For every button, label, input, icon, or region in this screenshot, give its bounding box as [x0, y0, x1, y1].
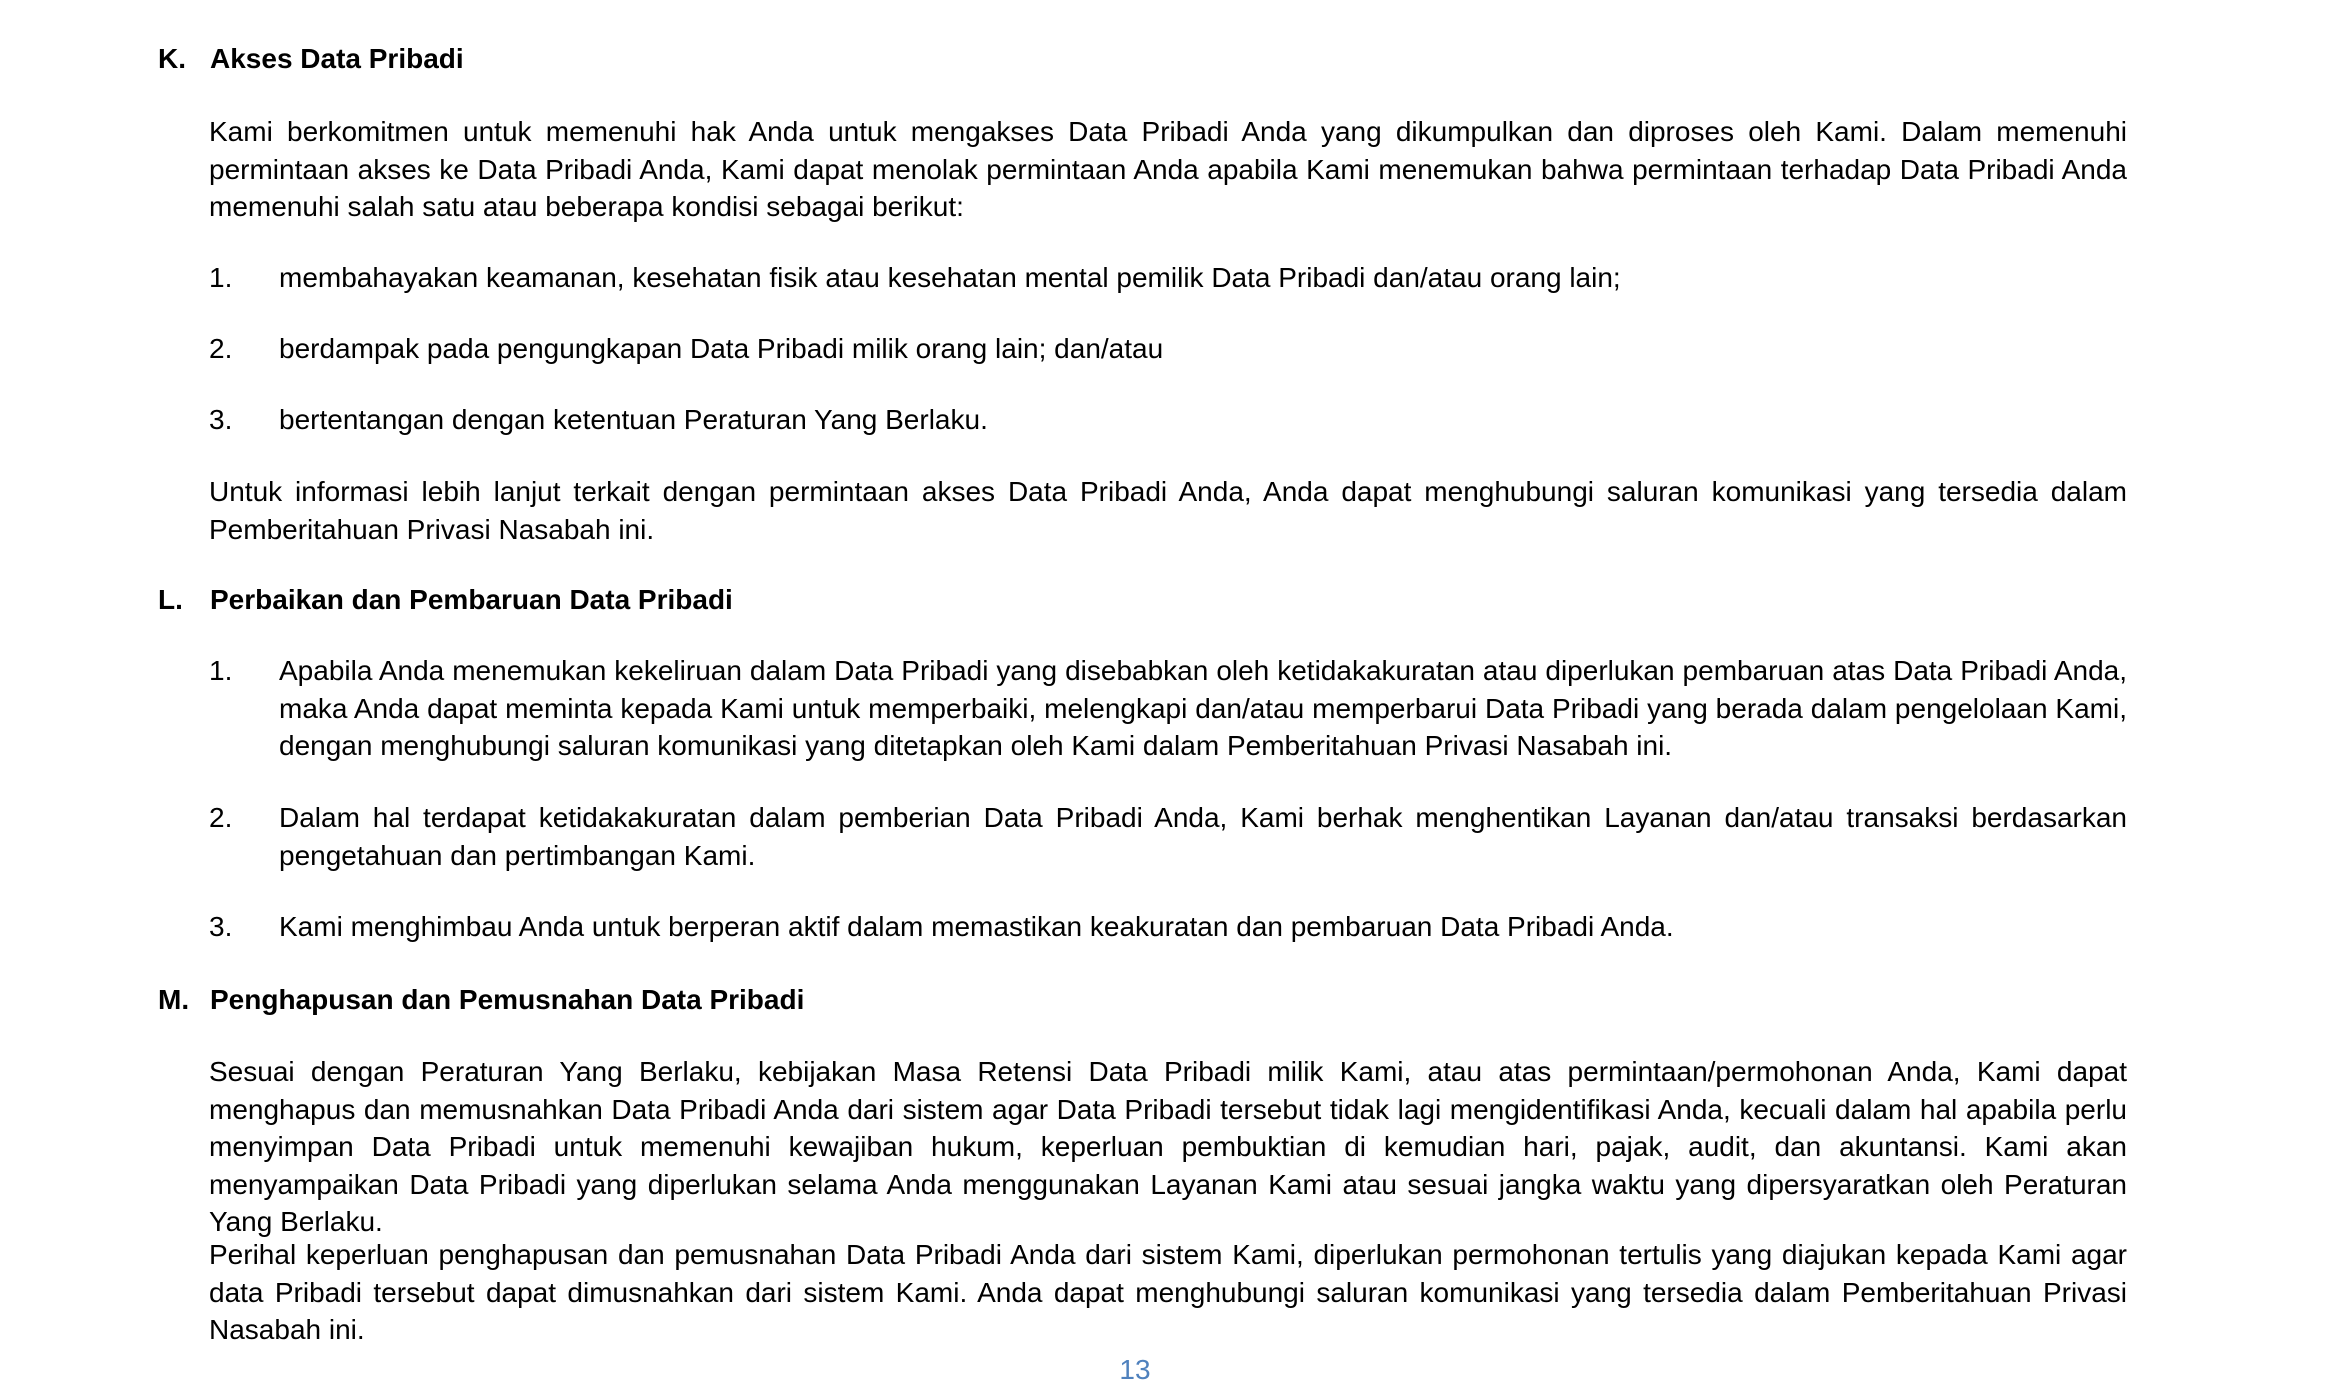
- section-k-closing: Untuk informasi lebih lanjut terkait dengan permintaan akses Data Pribadi Anda, Anda dapat menghubungi saluran komunikasi yang tersedia dalam Pemberitahuan Privasi Nasabah ini.: [209, 476, 2127, 545]
- section-letter: L.: [158, 584, 183, 615]
- list-item: [209, 401, 2127, 439]
- list-item: [209, 259, 2127, 297]
- list-text: Apabila Anda menemukan kekeliruan dalam Data Pribadi yang disebabkan oleh ketidakakuratan atau diperlukan pembaruan atas Data Pribadi Anda, maka Anda dapat meminta kepada Kami untuk memperbaiki, melengkapi dan/atau memperbarui Data Pribadi yang berada dalam pengelolaan Kami, dengan menghubungi saluran komunikasi yang ditetapkan oleh Kami dalam Pemberitahuan Privasi Nasabah ini.: [279, 655, 2127, 761]
- section-m-heading: [158, 982, 804, 1018]
- page-number: 13: [1119, 1354, 1151, 1385]
- section-title: Akses Data Pribadi: [210, 43, 464, 74]
- list-number: 2.: [209, 802, 233, 833]
- section-letter: M.: [158, 984, 190, 1015]
- list-number: 2.: [209, 333, 233, 364]
- list-text: bertentangan dengan ketentuan Peraturan Yang Berlaku.: [279, 404, 988, 435]
- list-item: [209, 908, 2127, 946]
- section-letter: K.: [158, 43, 186, 74]
- list-text: berdampak pada pengungkapan Data Pribadi milik orang lain; dan/atau: [279, 333, 1164, 364]
- list-number: 3.: [209, 404, 233, 435]
- list-item: [209, 799, 2127, 874]
- section-title: Penghapusan dan Pemusnahan Data Pribadi: [210, 984, 805, 1015]
- section-m-paragraph: Perihal keperluan penghapusan dan pemusnahan Data Pribadi Anda dari sistem Kami, diperlukan permohonan tertulis yang diajukan kepada Kami agar data Pribadi tersebut dapat dimusnahkan dari sistem Kami. Anda dapat menghubungi saluran komunikasi yang tersedia dalam Pemberitahuan Privasi Nasabah ini.: [209, 1239, 2127, 1345]
- list-item: [209, 330, 2127, 368]
- list-number: 1.: [209, 262, 233, 293]
- section-k-intro: Kami berkomitmen untuk memenuhi hak Anda untuk mengakses Data Pribadi Anda yang dikumpulkan dan diproses oleh Kami. Dalam memenuhi permintaan akses ke Data Pribadi Anda, Kami dapat menolak permintaan Anda apabila Kami menemukan bahwa permintaan terhadap Data Pribadi Anda memenuhi salah satu atau beberapa kondisi sebagai berikut:: [209, 116, 2127, 222]
- list-text: membahayakan keamanan, kesehatan fisik atau kesehatan mental pemilik Data Pribadi dan/atau orang lain;: [279, 262, 1621, 293]
- section-l-heading: [158, 582, 733, 618]
- section-m-paragraph: Sesuai dengan Peraturan Yang Berlaku, kebijakan Masa Retensi Data Pribadi milik Kami, atau atas permintaan/permohonan Anda, Kami dapat menghapus dan memusnahkan Data Pribadi Anda dari sistem agar Data Pribadi tersebut tidak lagi mengidentifikasi Anda, kecuali dalam hal apabila perlu menyimpan Data Pribadi untuk memenuhi kewajiban hukum, keperluan pembuktian di kemudian hari, pajak, audit, dan akuntansi. Kami akan menyampaikan Data Pribadi yang diperlukan selama Anda menggunakan Layanan Kami atau sesuai jangka waktu yang dipersyaratkan oleh Peraturan Yang Berlaku.: [209, 1056, 2127, 1237]
- section-k-heading: [158, 41, 464, 77]
- list-number: 1.: [209, 655, 233, 686]
- section-title: Perbaikan dan Pembaruan Data Pribadi: [210, 584, 733, 615]
- list-text: Dalam hal terdapat ketidakakuratan dalam pemberian Data Pribadi Anda, Kami berhak menghentikan Layanan dan/atau transaksi berdasarkan pengetahuan dan pertimbangan Kami.: [279, 802, 2127, 871]
- list-text: Kami menghimbau Anda untuk berperan aktif dalam memastikan keakuratan dan pembaruan Data Pribadi Anda.: [279, 911, 1674, 942]
- list-number: 3.: [209, 911, 233, 942]
- list-item: [209, 652, 2127, 765]
